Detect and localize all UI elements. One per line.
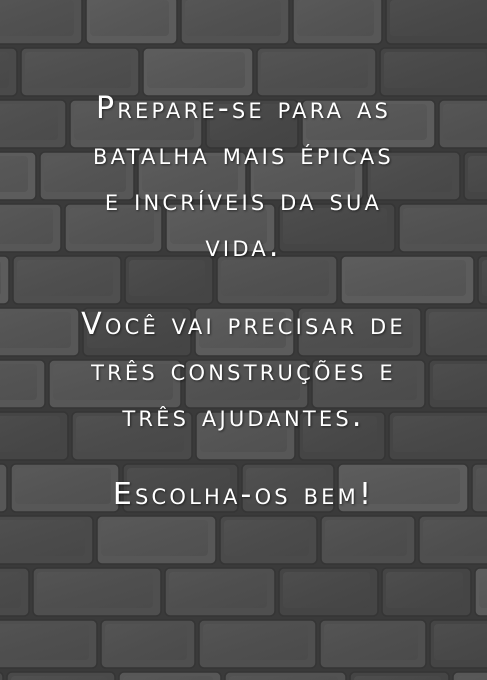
- stone-brick-shade: [0, 520, 85, 556]
- stone-brick-shade: [185, 0, 281, 36]
- intro-line: três ajudantes.: [122, 399, 365, 434]
- stone-brick-shade: [203, 624, 308, 660]
- stone-brick-shade: [90, 0, 169, 36]
- intro-line: Escolha-os bem!: [112, 477, 375, 512]
- stone-brick-shade: [25, 52, 131, 88]
- stone-brick-shade: [169, 572, 267, 608]
- intro-line: batalha mais épicas: [93, 137, 394, 172]
- intro-line: e incríveis da sua: [104, 183, 383, 218]
- intro-line: Você vai precisar de: [81, 307, 406, 342]
- stone-brick-shade: [261, 52, 368, 88]
- stone-brick-shade: [37, 572, 153, 608]
- stone-brick-shade: [457, 676, 487, 680]
- stone-brick-shade: [0, 572, 21, 608]
- stone-brick-shade: [105, 624, 187, 660]
- intro-message: [0, 86, 487, 518]
- stone-brick-shade: [324, 624, 418, 660]
- paragraph-spacer: [0, 440, 487, 472]
- stone-brick-shade: [434, 624, 487, 660]
- stone-brick-shade: [390, 0, 487, 36]
- stone-brick-shade: [0, 0, 74, 36]
- stone-brick-shade: [123, 676, 213, 680]
- stone-brick-shade: [423, 520, 487, 556]
- stone-brick-shade: [224, 520, 309, 556]
- stone-brick-shade: [479, 572, 487, 608]
- stone-brick-shade: [354, 676, 441, 680]
- intro-line: Prepare-se para as: [95, 91, 392, 126]
- stone-brick-shade: [384, 52, 486, 88]
- intro-line: vida.: [205, 229, 282, 264]
- stone-brick-shade: [0, 624, 89, 660]
- stone-brick-shade: [297, 0, 374, 36]
- stone-brick-shade: [229, 676, 338, 680]
- stone-brick-shade: [11, 676, 107, 680]
- intro-line: três construções e: [91, 353, 396, 388]
- stone-brick-shade: [386, 572, 463, 608]
- paragraph-spacer: [0, 270, 487, 302]
- stone-brick-shade: [325, 520, 407, 556]
- stone-brick-shade: [101, 520, 208, 556]
- stone-brick-shade: [0, 52, 9, 88]
- stone-brick-shade: [147, 52, 245, 88]
- stone-brick-shade: [283, 572, 370, 608]
